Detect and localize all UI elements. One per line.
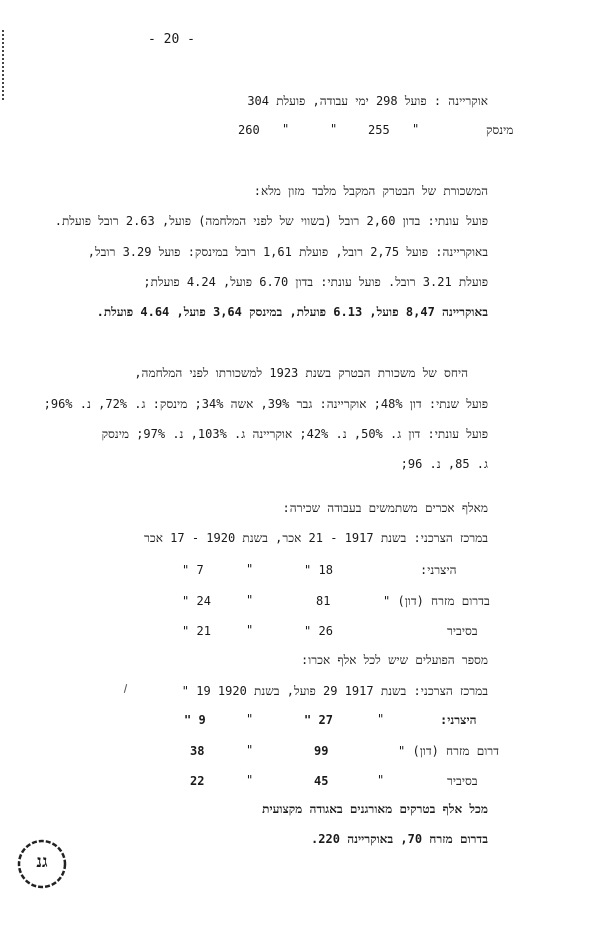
- table2-row-1917: " 27: [304, 713, 333, 727]
- table1-row-1917: " 26: [304, 624, 333, 638]
- ratio-line-2: פועל עונתי: דון ג. 50%, נ. 42%; אוקריינה ג. 103%, נ. 97%; מינסק: [101, 427, 488, 441]
- ditto-mark: ": [246, 562, 254, 576]
- ditto-mark: ": [377, 773, 385, 787]
- wage-line-4: באוקריינה 8,47 פועל, 6.13 פועלת, במינסק 3,64 פועל, 4.64 פועלת.: [96, 305, 488, 319]
- stamp-text: גנ: [36, 852, 48, 872]
- ratio-line-1: פועל שנתי: דון 48%; אוקריינה: גבר 39%, אשה 34%; מינסק: ג. 72%, נ. 96%;: [43, 397, 488, 411]
- heading-organized: מכל אלף בטרקים מאורגנים באגודה מקצועית: [262, 802, 488, 816]
- table2-row-1920: 38: [190, 744, 205, 758]
- table1-row-label: בדרום מזרח (דון) ": [383, 594, 490, 608]
- ditto-mark: ": [246, 593, 254, 607]
- minsk-value-1: 255: [368, 123, 390, 137]
- table2-row-1920: 22: [190, 774, 205, 788]
- ditto-mark: ": [330, 122, 338, 136]
- heading-wages: המשכורת של הבטרק המקבל מלבד מזון מלא:: [253, 184, 488, 198]
- organized-line: בדרום מזרח 70, באוקריינה 220.: [311, 832, 488, 846]
- ditto-mark: ": [282, 122, 290, 136]
- line-ukraine-workdays: אוקריינה : פועל 298 ימי עבודה, פועלת 304: [247, 94, 488, 108]
- ditto-mark: ": [412, 122, 420, 136]
- table2-row-1917: 45: [314, 774, 329, 788]
- page-number: - 20 -: [148, 32, 195, 47]
- ditto-mark: ": [246, 712, 254, 726]
- minsk-label: מינסק: [486, 123, 514, 137]
- ratio-line-3: ג. 85, נ. 96;: [400, 457, 488, 471]
- table1-row-1917: 81: [316, 594, 331, 608]
- table1-row-1920: " 21: [182, 624, 211, 638]
- wage-line-1: פועל עונתי: בדון 2,60 רובל (בשווי של לפני המלחמה) פועל, 2.63 רובל פועלת.: [54, 214, 488, 228]
- table2-row-1920: " 9: [184, 713, 206, 727]
- table2-row-label: דרום מזרח (דון) ": [398, 744, 499, 758]
- table2-row-1917: 99: [314, 744, 329, 758]
- table1-intro: במרכז הצרכני: בשנת 1917 - 21 אכר, בשנת 1920 - 17 אכר: [143, 531, 488, 545]
- table1-row-label: היצרני:: [420, 563, 457, 577]
- pencil-tick: [124, 684, 127, 693]
- minsk-value-2: 260: [238, 123, 260, 137]
- table1-row-1917: " 18: [304, 563, 333, 577]
- table1-row-1920: " 7: [182, 563, 204, 577]
- ditto-mark: ": [246, 623, 254, 637]
- table2-row-label: בסיביר: [447, 774, 478, 788]
- ditto-mark: ": [246, 773, 254, 787]
- table2-intro: במרכז הצרכני: בשנת 1917 29 פועל, בשנת 1920 19 ": [181, 684, 488, 698]
- heading-workers-per-1000: מספר הפועלים שיש לכל אלף אכרו:: [300, 653, 488, 667]
- wage-line-3: פועלת 3.21 רובל. פועל עונתי: בדון 6.70 פועל, 4.24 פועלת;: [143, 275, 488, 289]
- table1-row-1920: " 24: [182, 594, 211, 608]
- archive-stamp: [16, 838, 68, 890]
- ditto-mark: ": [246, 743, 254, 757]
- heading-hired-labor: מאלף אכרים משתמשים בעבודה שכירה:: [282, 501, 488, 515]
- heading-wage-ratio: היחס של משכורת הבטרק בשנת 1923 למשכורתו לפני המלחמה,: [134, 366, 468, 380]
- ditto-mark: ": [377, 712, 385, 726]
- table1-row-label: בסיביר: [447, 624, 478, 638]
- wage-line-2: באוקריינה: פועל 2,75 רובל, פועלת 1,61 רובל במינסק: פועל 3.29 רובל,: [87, 245, 488, 259]
- table2-row-label: היצרני:: [440, 713, 477, 727]
- margin-mark: [2, 30, 9, 100]
